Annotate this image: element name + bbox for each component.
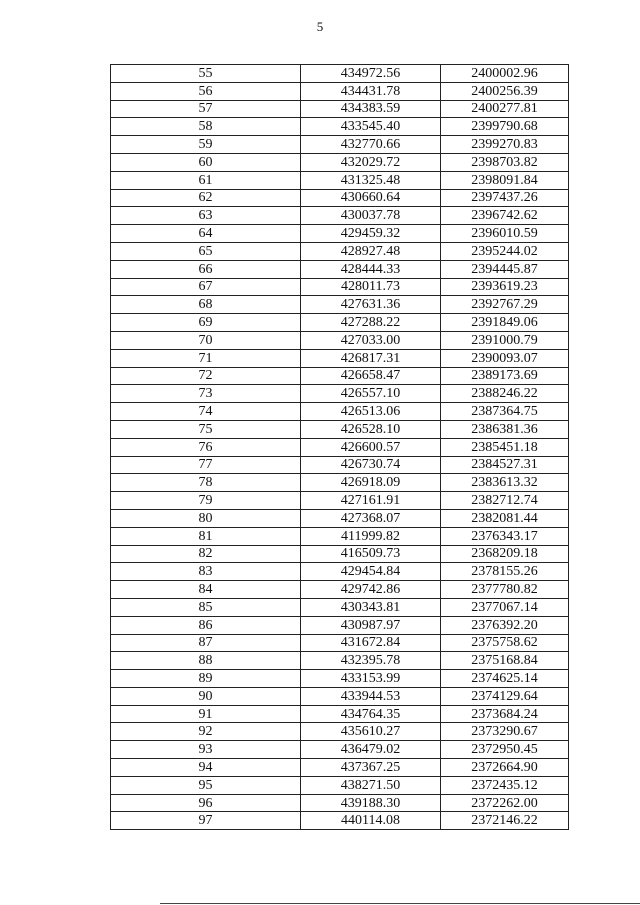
point-number-cell: 75 [111, 420, 301, 438]
y-coordinate-cell: 2391849.06 [441, 314, 569, 332]
table-row [111, 118, 569, 136]
x-coordinate-cell: 433545.40 [301, 118, 441, 136]
y-coordinate-cell: 2397437.26 [441, 189, 569, 207]
x-coordinate-cell: 426730.74 [301, 456, 441, 474]
y-coordinate-cell: 2399270.83 [441, 136, 569, 154]
table-row [111, 82, 569, 100]
y-coordinate-cell: 2383613.32 [441, 474, 569, 492]
point-number-cell: 85 [111, 598, 301, 616]
coordinates-table [110, 64, 569, 830]
point-number-cell: 89 [111, 670, 301, 688]
table-row [111, 598, 569, 616]
point-number-cell: 83 [111, 563, 301, 581]
point-number-cell: 76 [111, 438, 301, 456]
page-number: 5 [316, 19, 324, 34]
y-coordinate-cell: 2386381.36 [441, 420, 569, 438]
y-coordinate-cell: 2375758.62 [441, 634, 569, 652]
x-coordinate-cell: 427631.36 [301, 296, 441, 314]
y-coordinate-cell: 2398091.84 [441, 171, 569, 189]
table-row [111, 776, 569, 794]
table-row [111, 349, 569, 367]
y-coordinate-cell: 2382712.74 [441, 492, 569, 510]
table-row [111, 741, 569, 759]
y-coordinate-cell: 2389173.69 [441, 367, 569, 385]
x-coordinate-cell: 439188.30 [301, 794, 441, 812]
x-coordinate-cell: 428011.73 [301, 278, 441, 296]
y-coordinate-cell: 2373684.24 [441, 705, 569, 723]
table-row [111, 420, 569, 438]
table-row [111, 385, 569, 403]
point-number-cell: 82 [111, 545, 301, 563]
y-coordinate-cell: 2377067.14 [441, 598, 569, 616]
y-coordinate-cell: 2385451.18 [441, 438, 569, 456]
table-row [111, 331, 569, 349]
x-coordinate-cell: 426918.09 [301, 474, 441, 492]
x-coordinate-cell: 429454.84 [301, 563, 441, 581]
table-row [111, 189, 569, 207]
table-row [111, 812, 569, 830]
x-coordinate-cell: 429459.32 [301, 225, 441, 243]
x-coordinate-cell: 426600.57 [301, 438, 441, 456]
point-number-cell: 66 [111, 260, 301, 278]
point-number-cell: 95 [111, 776, 301, 794]
point-number-cell: 62 [111, 189, 301, 207]
y-coordinate-cell: 2400256.39 [441, 82, 569, 100]
point-number-cell: 73 [111, 385, 301, 403]
table-body [111, 65, 569, 830]
y-coordinate-cell: 2392767.29 [441, 296, 569, 314]
y-coordinate-cell: 2393619.23 [441, 278, 569, 296]
x-coordinate-cell: 434972.56 [301, 65, 441, 83]
x-coordinate-cell: 428444.33 [301, 260, 441, 278]
table-row [111, 403, 569, 421]
y-coordinate-cell: 2375168.84 [441, 652, 569, 670]
point-number-cell: 88 [111, 652, 301, 670]
x-coordinate-cell: 416509.73 [301, 545, 441, 563]
table-row [111, 723, 569, 741]
x-coordinate-cell: 427288.22 [301, 314, 441, 332]
table-row [111, 136, 569, 154]
table-row [111, 509, 569, 527]
point-number-cell: 87 [111, 634, 301, 652]
x-coordinate-cell: 430660.64 [301, 189, 441, 207]
table-row [111, 225, 569, 243]
x-coordinate-cell: 430987.97 [301, 616, 441, 634]
x-coordinate-cell: 429742.86 [301, 581, 441, 599]
point-number-cell: 68 [111, 296, 301, 314]
y-coordinate-cell: 2399790.68 [441, 118, 569, 136]
point-number-cell: 94 [111, 759, 301, 777]
point-number-cell: 61 [111, 171, 301, 189]
point-number-cell: 64 [111, 225, 301, 243]
y-coordinate-cell: 2398703.82 [441, 153, 569, 171]
point-number-cell: 96 [111, 794, 301, 812]
y-coordinate-cell: 2372664.90 [441, 759, 569, 777]
x-coordinate-cell: 411999.82 [301, 527, 441, 545]
y-coordinate-cell: 2390093.07 [441, 349, 569, 367]
y-coordinate-cell: 2374129.64 [441, 687, 569, 705]
point-number-cell: 92 [111, 723, 301, 741]
point-number-cell: 57 [111, 100, 301, 118]
x-coordinate-cell: 434764.35 [301, 705, 441, 723]
table-row [111, 153, 569, 171]
x-coordinate-cell: 431672.84 [301, 634, 441, 652]
x-coordinate-cell: 435610.27 [301, 723, 441, 741]
table-row [111, 670, 569, 688]
x-coordinate-cell: 438271.50 [301, 776, 441, 794]
y-coordinate-cell: 2372146.22 [441, 812, 569, 830]
x-coordinate-cell: 430037.78 [301, 207, 441, 225]
point-number-cell: 59 [111, 136, 301, 154]
point-number-cell: 77 [111, 456, 301, 474]
x-coordinate-cell: 434383.59 [301, 100, 441, 118]
table-row [111, 242, 569, 260]
y-coordinate-cell: 2373290.67 [441, 723, 569, 741]
y-coordinate-cell: 2376343.17 [441, 527, 569, 545]
point-number-cell: 86 [111, 616, 301, 634]
x-coordinate-cell: 427033.00 [301, 331, 441, 349]
table-row [111, 616, 569, 634]
point-number-cell: 69 [111, 314, 301, 332]
table-row [111, 581, 569, 599]
table-row [111, 527, 569, 545]
x-coordinate-cell: 426557.10 [301, 385, 441, 403]
point-number-cell: 60 [111, 153, 301, 171]
point-number-cell: 74 [111, 403, 301, 421]
x-coordinate-cell: 436479.02 [301, 741, 441, 759]
point-number-cell: 71 [111, 349, 301, 367]
table-row [111, 652, 569, 670]
point-number-cell: 63 [111, 207, 301, 225]
y-coordinate-cell: 2374625.14 [441, 670, 569, 688]
x-coordinate-cell: 432029.72 [301, 153, 441, 171]
y-coordinate-cell: 2394445.87 [441, 260, 569, 278]
y-coordinate-cell: 2388246.22 [441, 385, 569, 403]
table-row [111, 65, 569, 83]
point-number-cell: 97 [111, 812, 301, 830]
y-coordinate-cell: 2396010.59 [441, 225, 569, 243]
y-coordinate-cell: 2377780.82 [441, 581, 569, 599]
y-coordinate-cell: 2396742.62 [441, 207, 569, 225]
x-coordinate-cell: 427161.91 [301, 492, 441, 510]
x-coordinate-cell: 428927.48 [301, 242, 441, 260]
x-coordinate-cell: 426513.06 [301, 403, 441, 421]
point-number-cell: 93 [111, 741, 301, 759]
point-number-cell: 65 [111, 242, 301, 260]
point-number-cell: 84 [111, 581, 301, 599]
x-coordinate-cell: 426817.31 [301, 349, 441, 367]
x-coordinate-cell: 437367.25 [301, 759, 441, 777]
x-coordinate-cell: 431325.48 [301, 171, 441, 189]
point-number-cell: 91 [111, 705, 301, 723]
table-row [111, 705, 569, 723]
point-number-cell: 80 [111, 509, 301, 527]
y-coordinate-cell: 2376392.20 [441, 616, 569, 634]
table-row [111, 314, 569, 332]
table-row [111, 278, 569, 296]
table-row [111, 260, 569, 278]
y-coordinate-cell: 2391000.79 [441, 331, 569, 349]
x-coordinate-cell: 430343.81 [301, 598, 441, 616]
point-number-cell: 81 [111, 527, 301, 545]
y-coordinate-cell: 2372262.00 [441, 794, 569, 812]
y-coordinate-cell: 2368209.18 [441, 545, 569, 563]
point-number-cell: 78 [111, 474, 301, 492]
table-row [111, 545, 569, 563]
point-number-cell: 67 [111, 278, 301, 296]
y-coordinate-cell: 2400277.81 [441, 100, 569, 118]
y-coordinate-cell: 2382081.44 [441, 509, 569, 527]
x-coordinate-cell: 433153.99 [301, 670, 441, 688]
table-row [111, 367, 569, 385]
point-number-cell: 58 [111, 118, 301, 136]
x-coordinate-cell: 426658.47 [301, 367, 441, 385]
table-row [111, 456, 569, 474]
point-number-cell: 72 [111, 367, 301, 385]
x-coordinate-cell: 433944.53 [301, 687, 441, 705]
table-row [111, 563, 569, 581]
point-number-cell: 56 [111, 82, 301, 100]
table-row [111, 207, 569, 225]
y-coordinate-cell: 2400002.96 [441, 65, 569, 83]
point-number-cell: 55 [111, 65, 301, 83]
x-coordinate-cell: 426528.10 [301, 420, 441, 438]
y-coordinate-cell: 2387364.75 [441, 403, 569, 421]
table-row [111, 634, 569, 652]
table-row [111, 171, 569, 189]
x-coordinate-cell: 434431.78 [301, 82, 441, 100]
table-row [111, 474, 569, 492]
bottom-rule [160, 903, 640, 904]
point-number-cell: 79 [111, 492, 301, 510]
x-coordinate-cell: 432770.66 [301, 136, 441, 154]
x-coordinate-cell: 427368.07 [301, 509, 441, 527]
x-coordinate-cell: 432395.78 [301, 652, 441, 670]
point-number-cell: 70 [111, 331, 301, 349]
y-coordinate-cell: 2378155.26 [441, 563, 569, 581]
y-coordinate-cell: 2372435.12 [441, 776, 569, 794]
table-row [111, 759, 569, 777]
table-row [111, 100, 569, 118]
table-row [111, 296, 569, 314]
y-coordinate-cell: 2372950.45 [441, 741, 569, 759]
table-row [111, 438, 569, 456]
y-coordinate-cell: 2395244.02 [441, 242, 569, 260]
table-row [111, 794, 569, 812]
table-row [111, 687, 569, 705]
x-coordinate-cell: 440114.08 [301, 812, 441, 830]
point-number-cell: 90 [111, 687, 301, 705]
y-coordinate-cell: 2384527.31 [441, 456, 569, 474]
table-row [111, 492, 569, 510]
